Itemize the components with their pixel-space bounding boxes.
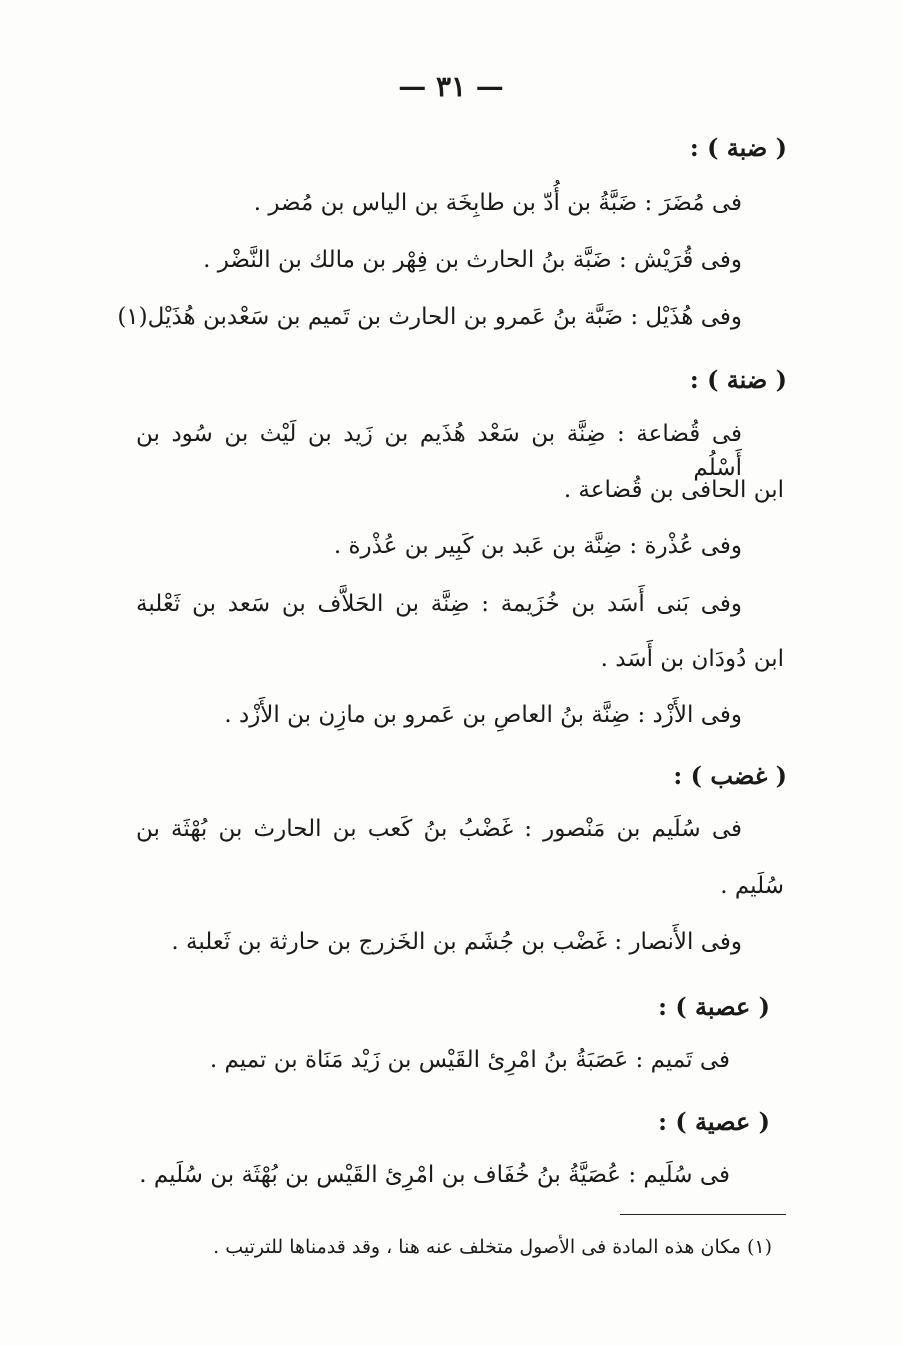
entry-line: فى مُضَرَ : ضَبَّةُ بن أُدّ بن طابِخَة بن الياس بن مُضر . xyxy=(253,190,742,216)
entry-line-continuation: ابن الحافى بن قُضاعة . xyxy=(563,477,784,503)
entry-line: فى قُضاعة : ضِنَّة بن سَعْد هُذَيم بن زَيد بن لَيْث بن سُود بن أَسْلُم xyxy=(136,421,742,481)
entry-line-continuation: سُلَيم . xyxy=(720,873,784,899)
entry-line: وفى بَنى أَسَد بن خُزَيمة : ضِنَّة بن الحَلاَّف بن سَعد بن ثَعْلبة xyxy=(136,591,742,617)
footnote-separator xyxy=(620,1214,786,1215)
entry-heading-dabba: ( ضبة ) : xyxy=(689,133,787,162)
entry-line: وفى الأَنصار : غَضْب بن جُشَم بن الخَزرج بن حارثة بن ثَعلبة . xyxy=(171,929,742,955)
entry-line: وفى هُذَيْل : ضَبَّة بنُ عَمرو بن الحارث بن تَميم بن سَعْدبن هُذَيْل(١) xyxy=(117,304,742,330)
entry-line: وفى قُرَيْش : ضَبَّة بنُ الحارث بن فِهْر بن مالك بن النَّضْر . xyxy=(203,247,742,273)
entry-heading-asaba: ( عصبة ) : xyxy=(658,992,770,1021)
page-number: — ٣١ — xyxy=(398,70,504,103)
entry-heading-usayya: ( عصية ) : xyxy=(658,1107,770,1136)
entry-line: فى تَميم : عَصَبَةُ بنُ امْرِئ القَيْس بن زَيْد مَنَاة بن تميم . xyxy=(209,1047,730,1073)
entry-heading-ghadb: ( غضب ) : xyxy=(673,761,787,790)
entry-line-continuation: ابن دُودَان بن أَسَد . xyxy=(600,646,784,672)
entry-line: وفى الأَزْد : ضِنَّة بنُ العاصِ بن عَمرو بن مازِن بن الأَزْد . xyxy=(224,702,742,728)
entry-line: وفى عُذْرة : ضِنَّة بن عَبد بن كَبِير بن عُذْرة . xyxy=(333,533,742,559)
entry-heading-dinna: ( ضنة ) : xyxy=(689,365,787,394)
footnote: (١) مكان هذه المادة فى الأصول متخلف عنه هنا ، وقد قدمناها للترتيب . xyxy=(213,1236,772,1258)
entry-line: فى سُلَيم : عُصَيَّةُ بنُ خُفَاف بن امْرِئ القَيْس بن بُهْثَة بن سُلَيم . xyxy=(139,1162,730,1188)
entry-line: فى سُلَيم بن مَنْصور : غَضْبُ بنُ كَعب بن الحارث بن بُهْثَة بن xyxy=(136,816,742,842)
